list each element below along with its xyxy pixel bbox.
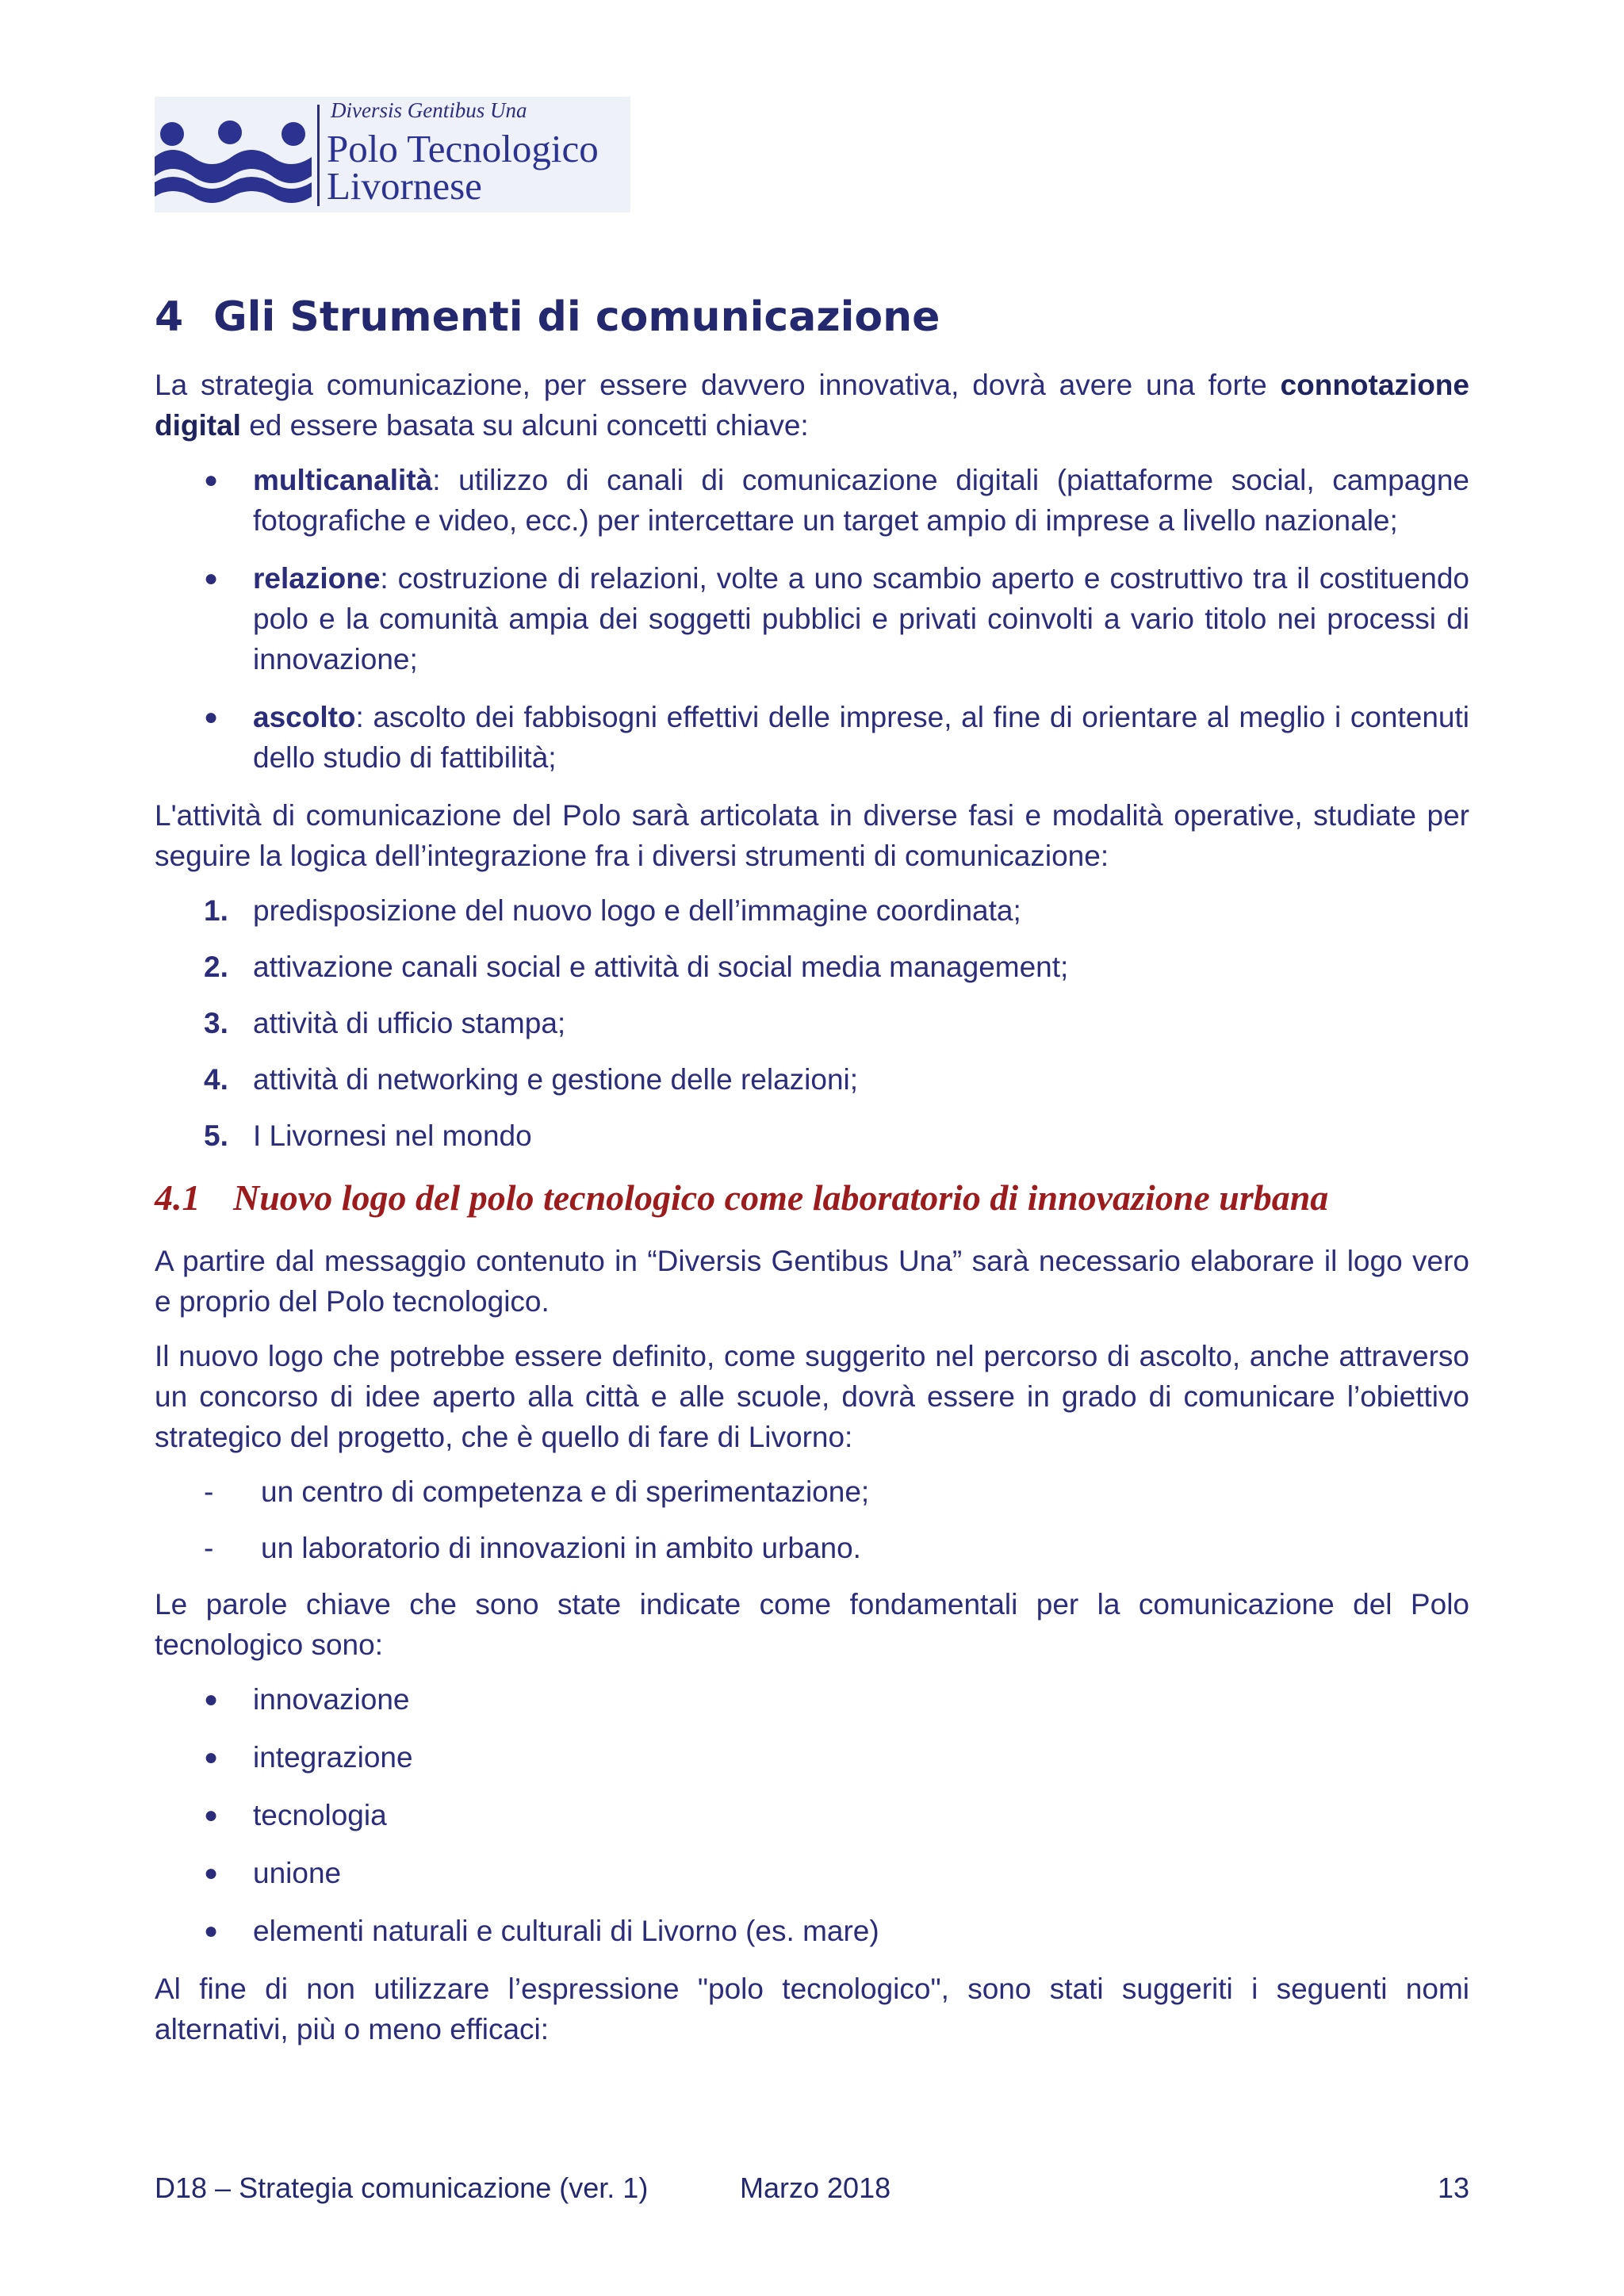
- keywords-paragraph: Le parole chiave che sono state indicate come fondamentali per la comunicazione del Polo tecnologico sono:: [155, 1588, 1469, 1661]
- bullet-icon: ●: [204, 1860, 219, 1886]
- list-item: 2. attivazione canali social e attività di social media management;: [204, 951, 1069, 983]
- subsection-heading: [155, 1172, 1469, 1223]
- bullet-icon: ●: [204, 1918, 219, 1944]
- logo-motto: Diversis Gentibus Una: [331, 98, 527, 122]
- alternatives-paragraph: Al fine di non utilizzare l’espressione "polo tecnologico", sono stati suggeriti i seguenti nomi alternativi, più o meno efficaci:: [155, 1973, 1469, 2045]
- concept-list: [155, 460, 1469, 778]
- intro-emphasis: connotazione: [1280, 369, 1469, 401]
- bullet-icon: ●: [204, 1744, 219, 1770]
- logo-name: [327, 127, 599, 208]
- section-number: 4: [155, 293, 184, 341]
- intro-emphasis-2: digital: [155, 409, 241, 442]
- subsection-paragraph-1: A partire dal messaggio contenuto in “Diversis Gentibus Una” sarà necessario elaborare il logo vero e proprio del Polo tecnologico.: [155, 1245, 1469, 1318]
- subsection-title: Nuovo logo del polo tecnologico come laboratorio di innovazione urbana: [233, 1177, 1329, 1218]
- logo: [155, 97, 630, 212]
- list-item: - un laboratorio di innovazioni in ambito urbano.: [155, 1528, 1469, 1568]
- phase-list: [155, 890, 1469, 1156]
- page-number: 13: [1437, 2172, 1469, 2204]
- page-content: [155, 285, 1469, 2064]
- logo-name-line-2: Livornese: [327, 164, 482, 208]
- dash-icon: -: [204, 1532, 214, 1564]
- bullet-icon: ●: [204, 565, 219, 591]
- list-item: - un centro di competenza e di sperimentazione;: [155, 1471, 1469, 1512]
- bullet-icon: ●: [204, 467, 219, 493]
- bullet-icon: ●: [204, 1686, 219, 1712]
- subsection-paragraph-2: Il nuovo logo che potrebbe essere definito, come suggerito nel percorso di ascolto, anche attraverso un concorso di idee aperto alla città e alle scuole, dovrà essere in grado di comunicare l’obiettivo strategico del progetto, che è quello di fare di Livorno:: [155, 1340, 1469, 1453]
- list-item: ● multicanalità: utilizzo di canali di comunicazione digitali (piattaforme social, campagne fotografiche e video, ecc.) per intercettare un target ampio di imprese a livello nazionale;: [155, 460, 1469, 541]
- list-item: ● tecnologia: [155, 1795, 1469, 1835]
- subsection-number: 4.1: [155, 1177, 201, 1218]
- section-title: Gli Strumenti di comunicazione: [213, 293, 940, 341]
- list-item: ● relazione: costruzione di relazioni, volte a uno scambio aperto e costruttivo tra il costituendo polo e la comunità ampia dei soggetti pubblici e privati coinvolti a vario titolo nei processi di innovazione;: [155, 558, 1469, 679]
- dash-icon: -: [204, 1475, 214, 1508]
- bullet-icon: ●: [204, 1802, 219, 1828]
- list-item: ● unione: [155, 1853, 1469, 1893]
- footer-document: D18 – Strategia comunicazione (ver. 1): [155, 2172, 649, 2204]
- objective-list: [155, 1471, 1469, 1568]
- activity-paragraph: L'attività di comunicazione del Polo sarà articolata in diverse fasi e modalità operative, studiate per seguire la logica dell’integrazione fra i diversi strumenti di comunicazione:: [155, 799, 1469, 872]
- list-item: 4. attività di networking e gestione delle relazioni;: [204, 1063, 859, 1096]
- logo-name-line-1: Polo Tecnologico: [327, 127, 599, 170]
- list-item: ● innovazione: [155, 1679, 1469, 1720]
- intro-paragraph: La strategia comunicazione, per essere davvero innovativa, dovrà avere una forte connotazione digital ed essere basata su alcuni concetti chiave:: [155, 369, 1469, 442]
- bullet-icon: ●: [204, 704, 219, 730]
- footer-date: Marzo 2018: [740, 2172, 891, 2204]
- list-item: 5. I Livornesi nel mondo: [204, 1119, 532, 1152]
- section-heading: [155, 285, 1469, 349]
- list-item: 1. predisposizione del nuovo logo e dell’immagine coordinata;: [204, 894, 1021, 927]
- list-item: ● elementi naturali e culturali di Livorno (es. mare): [155, 1911, 1469, 1951]
- list-item: ● integrazione: [155, 1737, 1469, 1777]
- list-item: 3. attività di ufficio stampa;: [204, 1007, 566, 1039]
- list-item: ● ascolto: ascolto dei fabbisogni effettivi delle imprese, al fine di orientare al meglio i contenuti dello studio di fattibilità;: [155, 697, 1469, 778]
- keyword-list: [155, 1679, 1469, 1951]
